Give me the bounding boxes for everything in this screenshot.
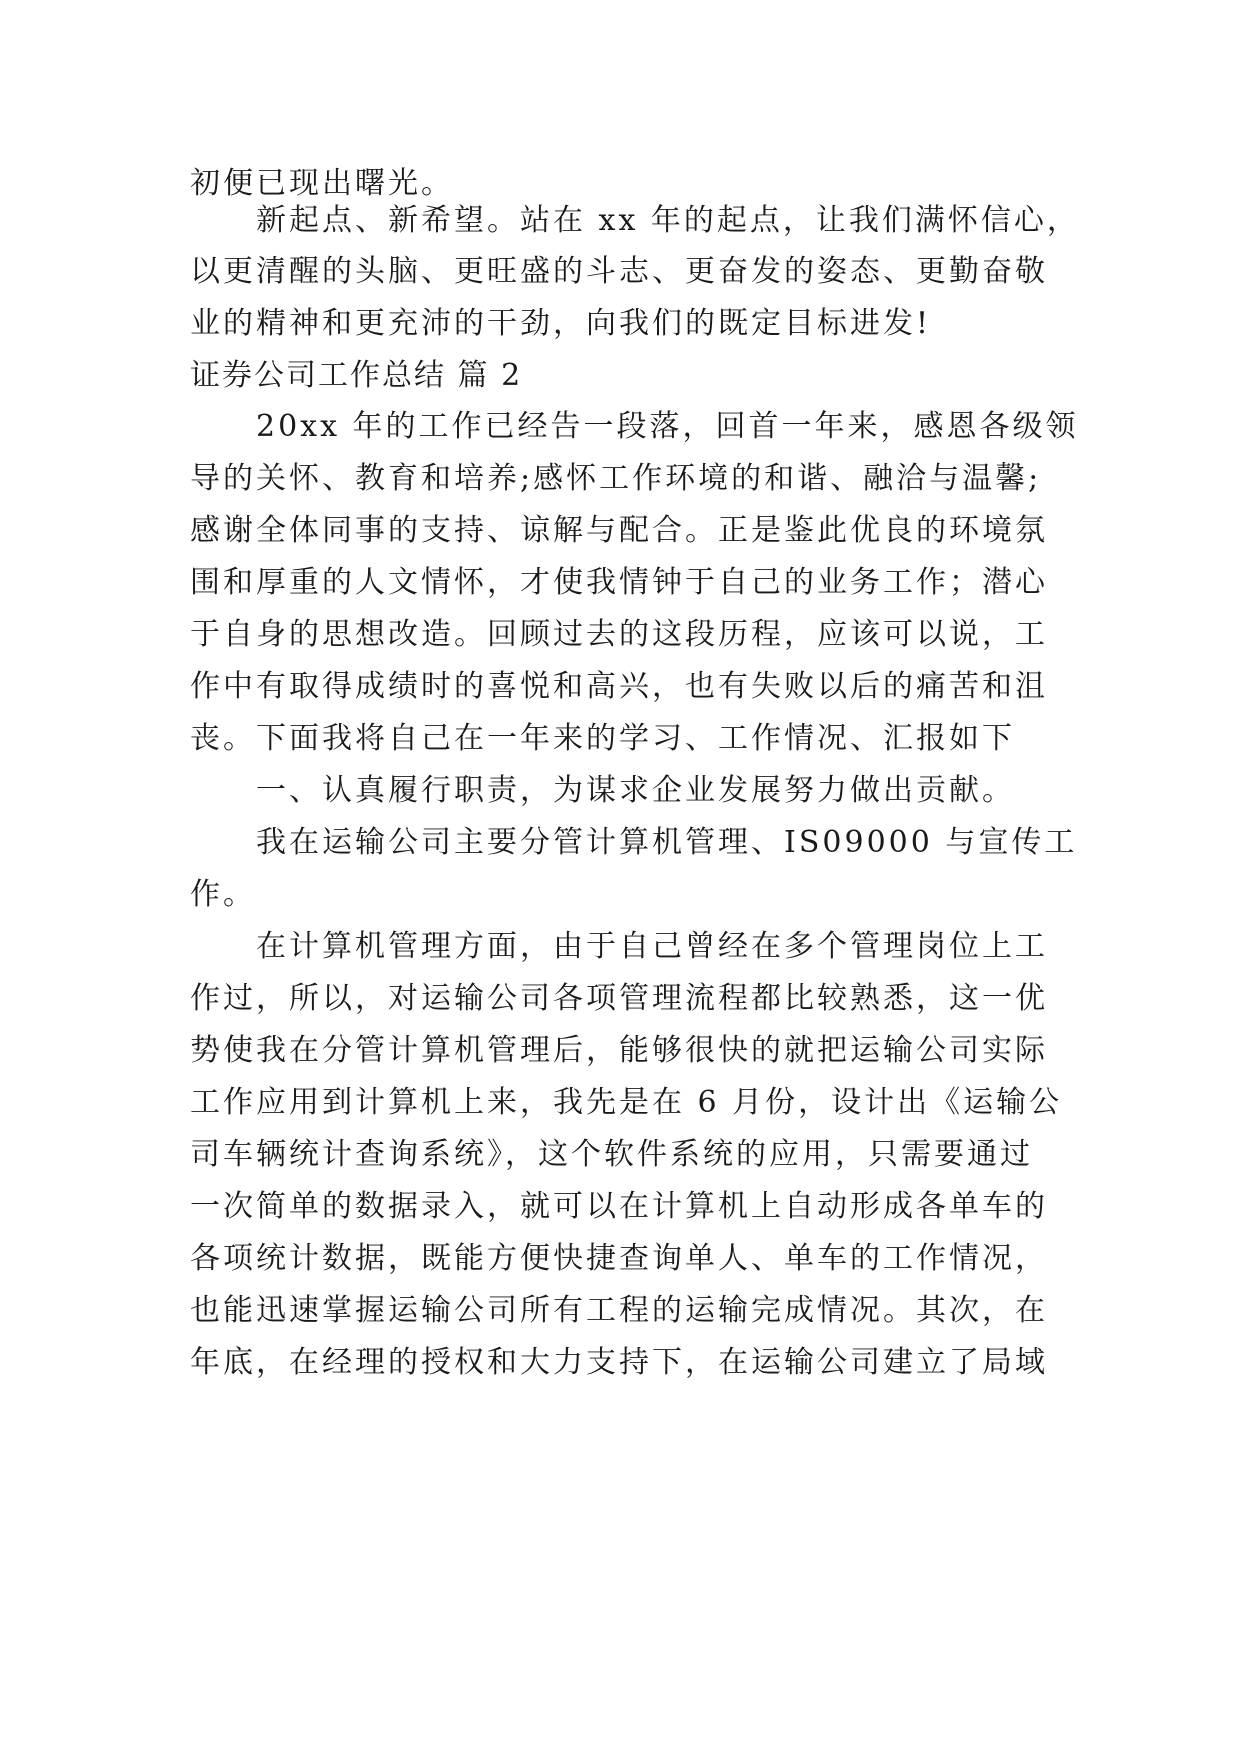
paragraph-line: 工作应用到计算机上来，我先是在 6 月份，设计出《运输公 xyxy=(190,1085,1063,1120)
paragraph-line: 作过，所以，对运输公司各项管理流程都比较熟悉，这一优 xyxy=(190,981,1048,1016)
paragraph-line: 20xx 年的工作已经告一段落，回首一年来，感恩各级领 xyxy=(256,409,1079,444)
paragraph-line: 各项统计数据，既能方便快捷查询单人、单车的工作情况， xyxy=(190,1241,1048,1276)
paragraph-line: 以更清醒的头脑、更旺盛的斗志、更奋发的姿态、更勤奋敬 xyxy=(190,254,1048,289)
paragraph-line: 一次简单的数据录入，就可以在计算机上自动形成各单车的 xyxy=(190,1189,1048,1224)
paragraph-line: 感谢全体同事的支持、谅解与配合。正是鉴此优良的环境氛 xyxy=(190,513,1048,548)
paragraph-line: 导的关怀、教育和培养;感怀工作环境的和谐、融洽与温馨; xyxy=(190,461,1042,496)
paragraph-line: 初便已现出曙光。 xyxy=(190,166,454,201)
paragraph-line: 作中有取得成绩时的喜悦和高兴，也有失败以后的痛苦和沮 xyxy=(190,669,1048,704)
paragraph-line: 丧。下面我将自己在一年来的学习、工作情况、汇报如下 xyxy=(190,721,1015,756)
paragraph-line: 我在运输公司主要分管计算机管理、IS09000 与宣传工 xyxy=(256,825,1078,860)
paragraph-line: 作。 xyxy=(190,877,256,912)
paragraph-line: 也能迅速掌握运输公司所有工程的运输完成情况。其次，在 xyxy=(190,1293,1048,1328)
paragraph-line: 围和厚重的人文情怀，才使我情钟于自己的业务工作；潜心 xyxy=(190,565,1048,600)
paragraph-line: 司车辆统计查询系统》，这个软件系统的应用，只需要通过 xyxy=(190,1137,1033,1172)
paragraph-line: 于自身的思想改造。回顾过去的这段历程，应该可以说，工 xyxy=(190,617,1048,652)
paragraph-line: 年底，在经理的授权和大力支持下，在运输公司建立了局域 xyxy=(190,1345,1048,1380)
subsection-heading: 一、认真履行职责，为谋求企业发展努力做出贡献。 xyxy=(256,773,1015,808)
paragraph-line: 新起点、新希望。站在 xx 年的起点，让我们满怀信心， xyxy=(256,203,1080,238)
paragraph-line: 在计算机管理方面，由于自己曾经在多个管理岗位上工 xyxy=(256,929,1048,964)
section-heading: 证券公司工作总结 篇 2 xyxy=(190,358,523,393)
paragraph-line: 业的精神和更充沛的干劲，向我们的既定目标进发! xyxy=(190,306,932,341)
paragraph-line: 势使我在分管计算机管理后，能够很快的就把运输公司实际 xyxy=(190,1033,1048,1068)
